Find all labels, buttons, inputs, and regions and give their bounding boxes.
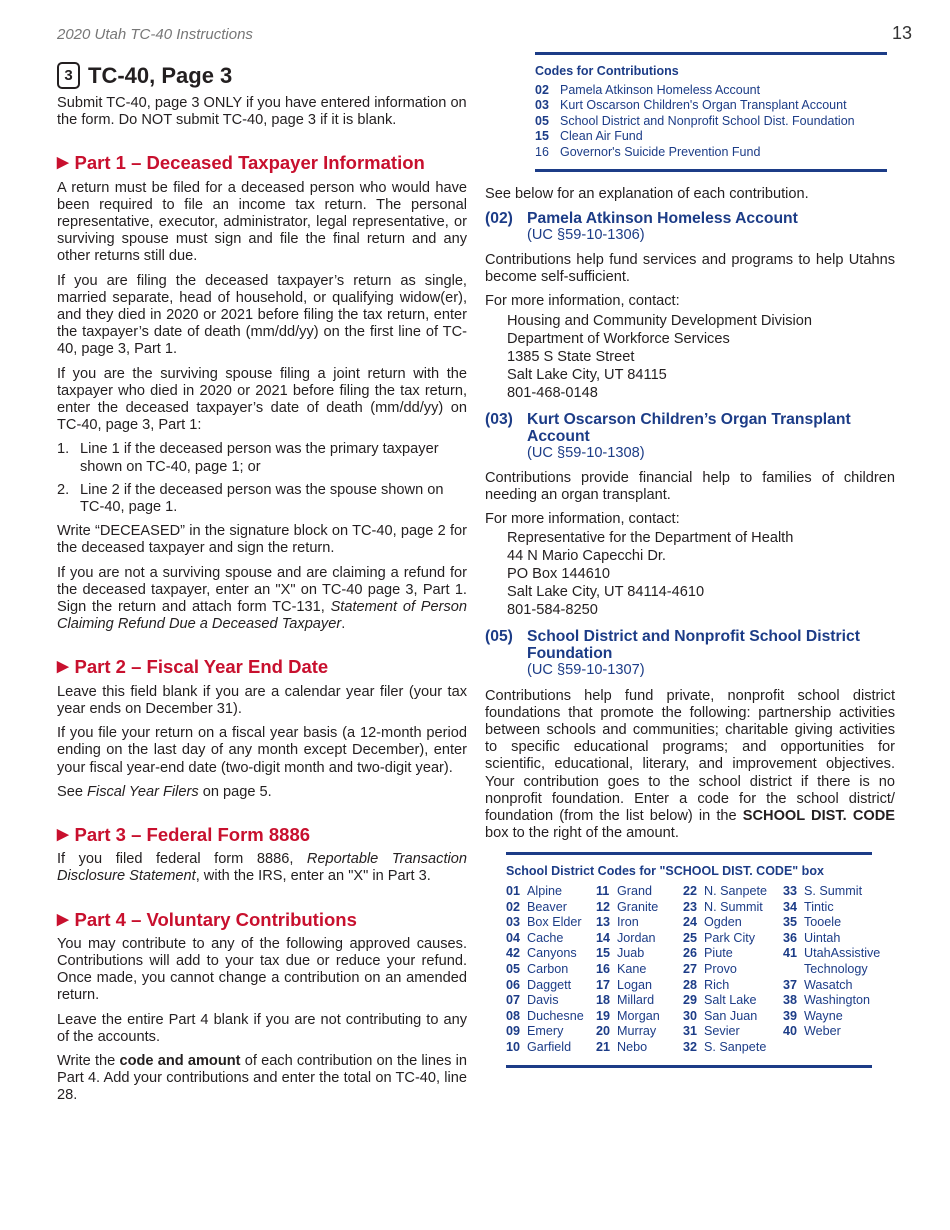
section-02-address: Housing and Community Development Division Department of Workforce Services 1385 S State Street Salt Lake City, UT 84115 801-468-0148: [507, 312, 812, 401]
sd-item: 26 Piute: [683, 946, 733, 961]
triangle-icon: ▶: [57, 910, 69, 928]
part4-heading: ▶ Part 4 – Voluntary Contributions: [57, 908, 357, 930]
triangle-icon: ▶: [57, 658, 69, 676]
sd-item: 40 Weber: [783, 1024, 841, 1039]
sd-box-title: School District Codes for "SCHOOL DIST. CODE" box: [506, 864, 824, 879]
right-column: [485, 52, 895, 1068]
part1-list: [57, 441, 467, 516]
sd-item: 34 Tintic: [783, 899, 834, 914]
school-district-codes-box: [506, 852, 881, 1067]
code-row: 02 Pamela Atkinson Homeless Account: [535, 82, 761, 97]
sd-item: 23 N. Summit: [683, 899, 763, 914]
sd-item: 10 Garfield: [506, 1039, 572, 1054]
part2-p3: See Fiscal Year Filers on page 5.: [57, 783, 272, 800]
sd-item: 39 Wayne: [783, 1008, 843, 1023]
sd-item: 33 S. Summit: [783, 884, 863, 899]
sd-item: 11 Grand: [596, 884, 653, 899]
sd-item: 36 Uintah: [783, 930, 841, 945]
part3-heading: ▶ Part 3 – Federal Form 8886: [57, 823, 311, 845]
left-column: [57, 62, 467, 1112]
see-below-text: See below for an explanation of each contribution.: [485, 185, 809, 202]
part1-p4: Write “DECEASED” in the signature block on TC-40, page 2 for the deceased taxpayer and sign the return.: [57, 523, 467, 557]
sd-column: [683, 884, 783, 1056]
section-03-heading: (03) Kurt Oscarson Children’s Organ Transplant Account: [485, 410, 851, 445]
code-row: 03 Kurt Oscarson Children's Organ Transplant Account: [535, 98, 847, 113]
section-03-text: Contributions provide financial help to families of children needing an organ transplant.: [485, 469, 895, 503]
part2-p1: Leave this field blank if you are a calendar year filer (your tax year ends on December 31).: [57, 683, 467, 717]
code-row: 05 School District and Nonprofit School Dist. Foundation: [535, 113, 855, 128]
sd-item: 31 Sevier: [683, 1024, 740, 1039]
part2-heading: ▶ Part 2 – Fiscal Year End Date: [57, 656, 329, 678]
sd-item: 24 Ogden: [683, 915, 742, 930]
sd-column: [506, 884, 596, 1056]
sd-item: 37 Wasatch: [783, 977, 853, 992]
sd-item: 03 Box Elder: [506, 915, 582, 930]
sd-item: 09 Emery: [506, 1024, 564, 1039]
document-header: 2020 Utah TC-40 Instructions: [57, 26, 253, 43]
sd-item: 17 Logan: [596, 977, 653, 992]
part4-p2: Leave the entire Part 4 blank if you are not contributing to any of the accounts.: [57, 1011, 467, 1045]
sd-item: 25 Park City: [683, 930, 756, 945]
sd-item: 29 Salt Lake: [683, 993, 757, 1008]
sd-column: [596, 884, 683, 1056]
sd-item: 21 Nebo: [596, 1039, 648, 1054]
codes-box-title: Codes for Contributions: [535, 64, 679, 78]
part4-p1: You may contribute to any of the following approved causes. Contributions will add to your tax due or reduce your refund. Once made, you cannot change a contribution on an amended return.: [57, 935, 467, 1004]
page-title: [57, 62, 467, 89]
section-05-text: Contributions help fund private, nonprofit school district foundations that promote the following: partnership activities between schools and communities; charitable giving activities to specific educational programs; and opportunities for scientific, educational, literary, and improvement objectives. Your contribution goes to the school district if there is no nonprofit foundation. Enter a code for the school district/ foundation (from the list below) in the SCHOOL DIST. CODE box to the right of the amount.: [485, 687, 895, 842]
section-02-contact: For more information, contact:: [485, 293, 680, 310]
sd-item: 06 Daggett: [506, 977, 572, 992]
sd-item: 28 Rich: [683, 977, 730, 992]
triangle-icon: ▶: [57, 825, 69, 843]
code-row: 15 Clean Air Fund: [535, 129, 643, 144]
sd-item: 02 Beaver: [506, 899, 567, 914]
sd-item: 07 Davis: [506, 993, 559, 1008]
part4-p3: Write the code and amount of each contribution on the lines in Part 4. Add your contributions and enter the total on TC-40, line 28.: [57, 1052, 467, 1104]
sd-item: 20 Murray: [596, 1024, 657, 1039]
sd-item: 05 Carbon: [506, 961, 569, 976]
sd-item: 08 Duchesne: [506, 1008, 584, 1023]
section-03-contact: For more information, contact:: [485, 511, 680, 528]
sd-item: 14 Jordan: [596, 930, 656, 945]
sd-item: 38 Washington: [783, 993, 871, 1008]
list-item: 2. Line 2 if the deceased person was the spouse shown on TC-40, page 1.: [57, 481, 444, 516]
sd-item: 35 Tooele: [783, 915, 842, 930]
sd-item: 32 S. Sanpete: [683, 1039, 767, 1054]
section-05-heading: (05) School District and Nonprofit School District Foundation: [485, 628, 860, 663]
code-row: 16 Governor's Suicide Prevention Fund: [535, 144, 761, 159]
section-05-cite: (UC §59-10-1307): [527, 662, 645, 679]
sd-item: 27 Provo: [683, 961, 737, 976]
part1-p5: If you are not a surviving spouse and are claiming a refund for the deceased taxpayer, enter an "X" on TC-40 page 3, Part 1. Sign the return and attach form TC-131, Statement of Person Claiming Refund Due a Deceased Taxpayer.: [57, 564, 467, 633]
sd-item: 12 Granite: [596, 899, 659, 914]
sd-item: 04 Cache: [506, 930, 564, 945]
sd-item: 15 Juab: [596, 946, 645, 961]
part2-p2: If you file your return on a fiscal year basis (a 12-month period ending on the last day of any month except December), enter your fiscal year-end date (two-digit month and two-digit year).: [57, 725, 467, 776]
sd-item: 42 Canyons: [506, 946, 577, 961]
section-02-heading: (02) Pamela Atkinson Homeless Account: [485, 209, 798, 227]
sd-item: 01 Alpine: [506, 884, 563, 899]
sd-item: 16 Kane: [596, 961, 647, 976]
sd-item: 13 Iron: [596, 915, 639, 930]
section-03-address: Representative for the Department of Health 44 N Mario Capecchi Dr. PO Box 144610 Salt Lake City, UT 84114-4610 801-584-8250: [507, 530, 794, 619]
sd-column: [783, 884, 881, 1056]
sd-item: 30 San Juan: [683, 1008, 758, 1023]
page-title-text: TC-40, Page 3: [88, 62, 233, 88]
sd-item: 41 UtahAssistive Technology: [783, 946, 881, 976]
intro-text: Submit TC-40, page 3 ONLY if you have entered information on the form. Do NOT submit TC-40, page 3 if it is blank.: [57, 95, 467, 129]
part1-heading: ▶ Part 1 – Deceased Taxpayer Information: [57, 152, 425, 174]
page-box-icon: 3: [57, 62, 80, 89]
sd-item: 19 Morgan: [596, 1008, 660, 1023]
section-02-text: Contributions help fund services and programs to help Utahns become self-sufficient.: [485, 251, 895, 286]
contribution-codes-box: [535, 52, 887, 172]
sd-item: 18 Millard: [596, 993, 655, 1008]
part1-p1: A return must be filed for a deceased person who would have been required to file an income tax return. The personal representative, executor, administrator, legal representative, or surviving spouse must sign and file the final return and any other returns still due.: [57, 179, 467, 265]
part3-p1: If you filed federal form 8886, Reportable Transaction Disclosure Statement, with the IRS, enter an "X" in Part 3.: [57, 851, 467, 885]
section-03-cite: (UC §59-10-1308): [527, 444, 645, 461]
section-02-cite: (UC §59-10-1306): [527, 226, 645, 243]
part1-p2: If you are filing the deceased taxpayer’s return as single, married separate, head of household, or qualifying widow(er), and they died in 2020 or 2021 before filing the tax return, enter the taxpayer’s date of death (mm/dd/yy) on the first line of TC-40, page 3, Part 1.: [57, 272, 467, 358]
triangle-icon: ▶: [57, 154, 69, 172]
sd-columns: [506, 884, 881, 1056]
page-number: 13: [891, 23, 912, 43]
part1-p3: If you are the surviving spouse filing a joint return with the taxpayer who died in 2020 or 2021 before filing the tax return, enter the deceased taxpayer’s date of death (mm/dd/yy) on TC-40, page 3, Part 1:: [57, 365, 467, 434]
sd-item: 22 N. Sanpete: [683, 884, 768, 899]
list-item: 1. Line 1 if the deceased person was the primary taxpayer shown on TC-40, page 1; or: [57, 441, 439, 475]
